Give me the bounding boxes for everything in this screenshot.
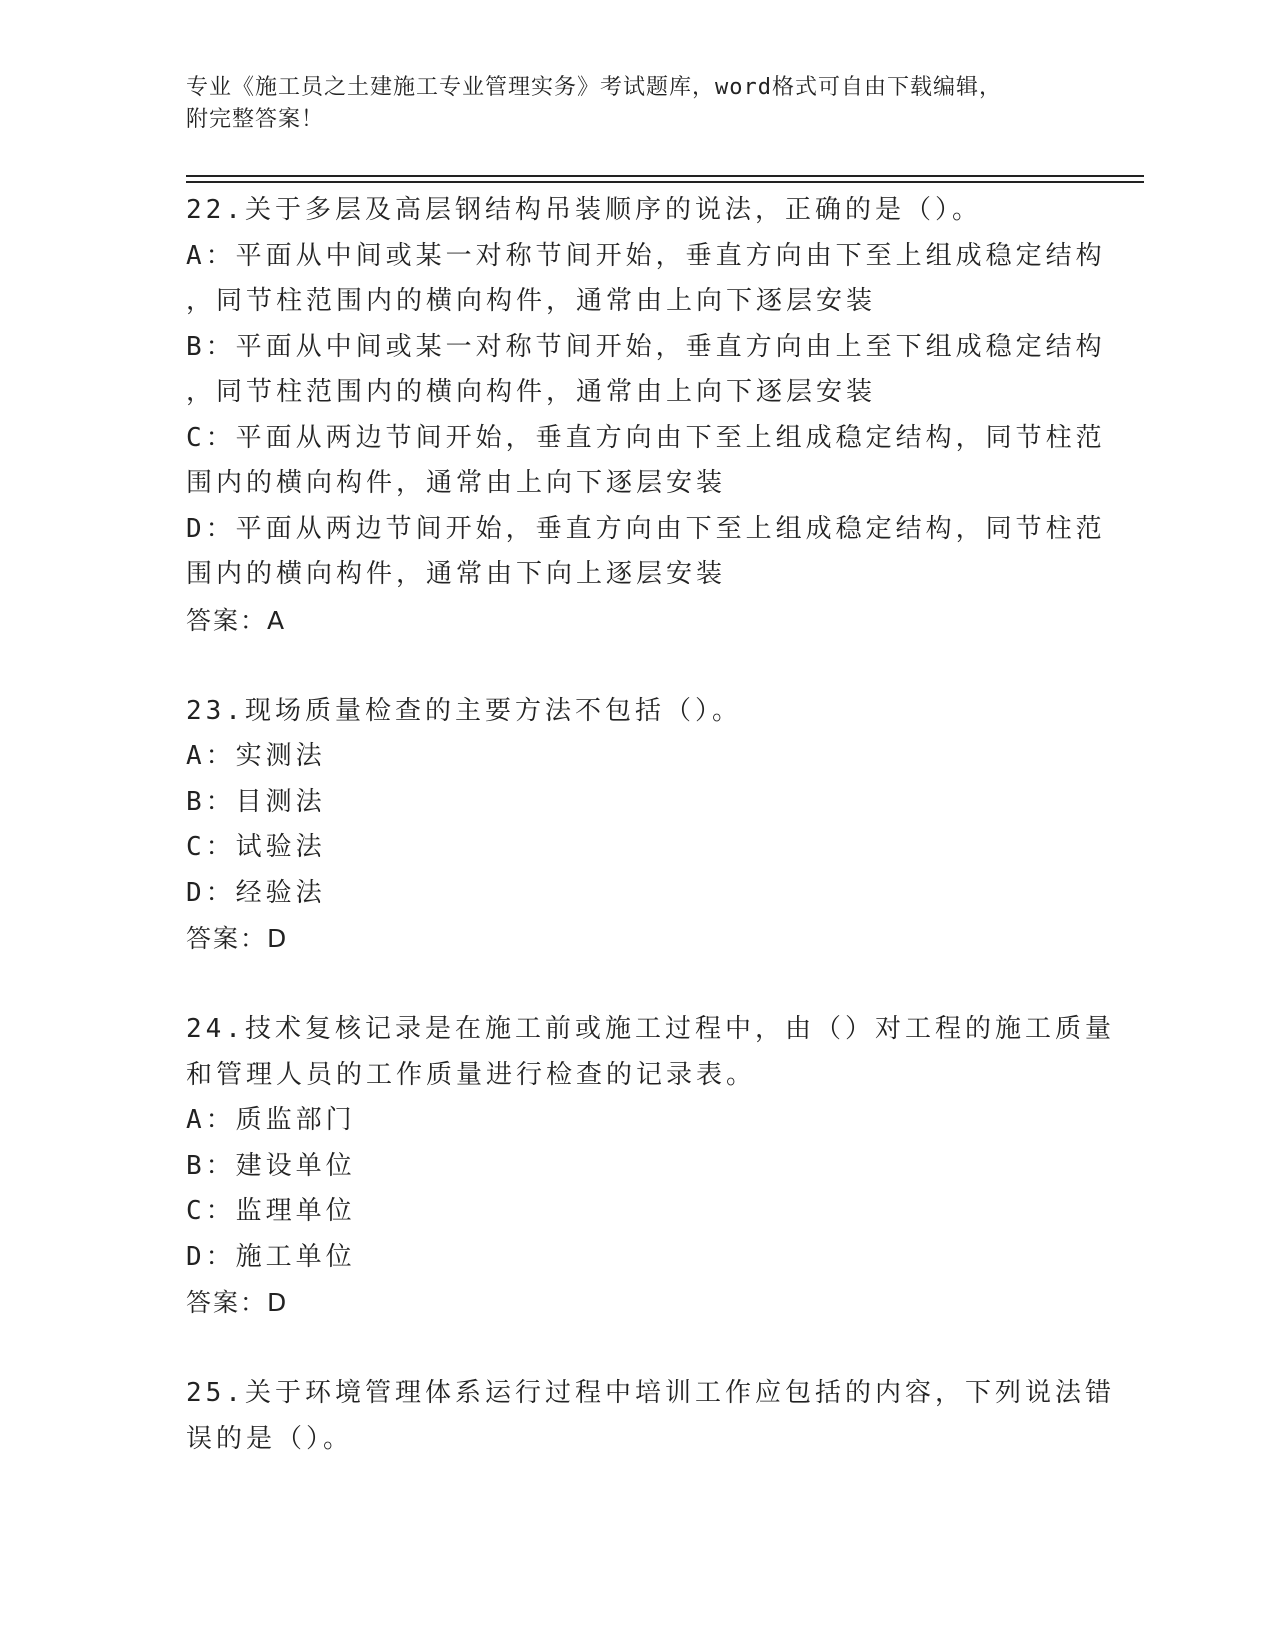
- header-divider-bottom: [186, 181, 1144, 183]
- option-c: C：试验法: [186, 832, 326, 862]
- question-22: [186, 188, 1106, 643]
- option-d-continued: 围内的横向构件，通常由下向上逐层安装: [186, 559, 727, 589]
- option-b-continued: ，同节柱范围内的横向构件，通常由上向下逐层安装: [186, 377, 877, 407]
- option-d: D：施工单位: [186, 1241, 356, 1272]
- answer-label: 答案：D: [186, 1288, 289, 1317]
- question-stem: 22.关于多层及高层钢结构吊装顺序的说法，正确的是（）。: [186, 195, 982, 225]
- question-stem-continued: 误的是（）。: [186, 1423, 354, 1454]
- option-a: A：平面从中间或某一对称节间开始，垂直方向由下至上组成稳定结构: [186, 240, 1106, 271]
- question-24: [186, 1007, 1115, 1326]
- option-b: B：目测法: [186, 786, 326, 817]
- page-header: [186, 72, 1086, 136]
- option-a: A：质监部门: [186, 1105, 356, 1135]
- header-line: 附完整答案！: [186, 107, 325, 132]
- spacer: [186, 643, 1086, 689]
- spacer: [186, 1326, 1086, 1372]
- option-a-continued: ，同节柱范围内的横向构件，通常由上向下逐层安装: [186, 286, 877, 316]
- question-25: [186, 1371, 1115, 1462]
- option-b: B：建设单位: [186, 1150, 356, 1181]
- question-stem: 25.关于环境管理体系运行过程中培训工作应包括的内容，下列说法错: [186, 1378, 1115, 1408]
- option-d: D：平面从两边节间开始，垂直方向由下至上组成稳定结构，同节柱范: [186, 513, 1106, 544]
- spacer: [186, 962, 1086, 1008]
- option-c: C：平面从两边节间开始，垂直方向由下至上组成稳定结构，同节柱范: [186, 422, 1106, 453]
- question-stem: 23.现场质量检查的主要方法不包括（）。: [186, 695, 742, 726]
- option-b: B：平面从中间或某一对称节间开始，垂直方向由上至下组成稳定结构: [186, 331, 1106, 362]
- question-list: [186, 188, 1115, 1462]
- header-divider-top: [186, 175, 1144, 177]
- option-a: A：实测法: [186, 741, 326, 771]
- option-d: D：经验法: [186, 877, 326, 908]
- option-c-continued: 围内的横向构件，通常由上向下逐层安装: [186, 468, 727, 498]
- answer-label: 答案：D: [186, 924, 289, 953]
- option-c: C：监理单位: [186, 1196, 356, 1226]
- header-line: 专业《施工员之土建施工专业管理实务》考试题库，word格式可自由下载编辑，: [186, 75, 1002, 100]
- answer-label: 答案：A: [186, 605, 287, 635]
- question-stem: 24.技术复核记录是在施工前或施工过程中，由（）对工程的施工质量: [186, 1014, 1115, 1044]
- question-stem-continued: 和管理人员的工作质量进行检查的记录表。: [186, 1059, 757, 1090]
- question-23: [186, 689, 1086, 962]
